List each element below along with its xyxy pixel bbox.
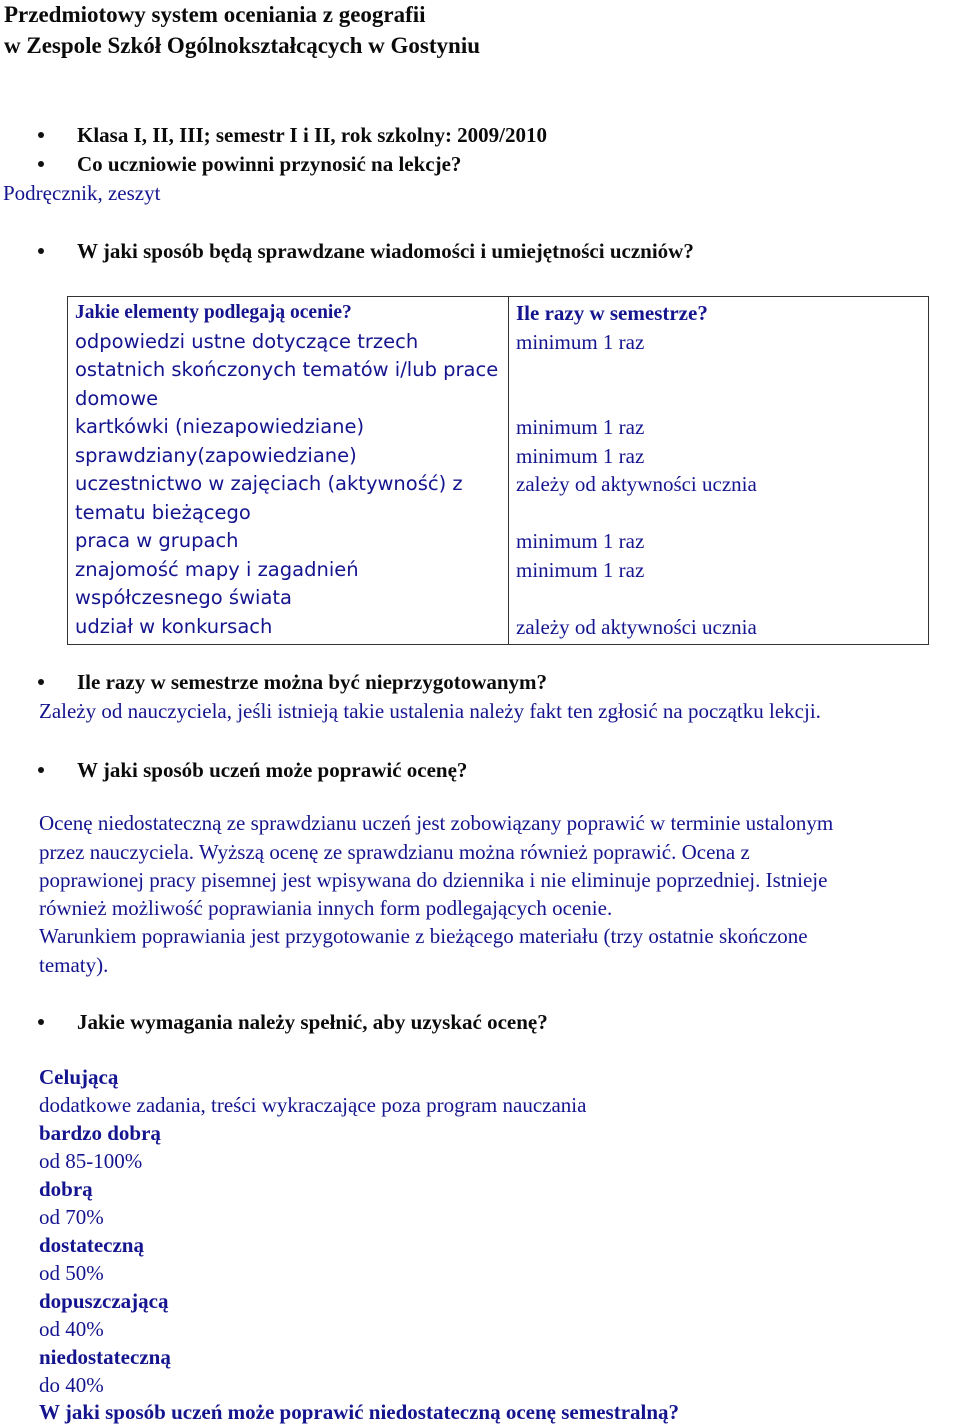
table-line: udział w konkursach: [75, 614, 273, 638]
table-line: odpowiedzi ustne dotyczące trzech: [75, 329, 419, 353]
bullet-text: Ile razy w semestrze można być nieprzygotowanym?: [77, 670, 548, 694]
improve-text-line: również możliwość poprawiania innych form podlegających ocenie.: [39, 896, 613, 920]
table-line: tematu bieżącego: [75, 500, 251, 524]
table-line: [516, 499, 921, 528]
table-line: minimum 1 raz: [516, 557, 645, 582]
table-header-elements: Jakie elementy podlegają ocenie?: [75, 302, 352, 323]
grade-requirement: od 70%: [39, 1205, 104, 1229]
table-line: praca w grupach: [75, 529, 239, 552]
grade-name: dobrą: [39, 1177, 93, 1201]
answer-unprepared: Zależy od nauczyciela, jeśli istnieją takie ustalenia należy fakt ten zgłosić na początku lekcji.: [39, 699, 821, 723]
bullet-how-checked: [38, 237, 694, 265]
improve-text-line: tematy).: [39, 953, 109, 977]
table-line: minimum 1 raz: [516, 329, 645, 354]
grade-requirement: do 40%: [39, 1373, 104, 1397]
bullet-text: Klasa I, II, III; semestr I i II, rok szkolny: 2009/2010: [77, 123, 548, 147]
bullet-requirements: [38, 1008, 548, 1036]
bullet-text: Co uczniowie powinni przynosić na lekcje?: [77, 152, 462, 176]
assessment-table: [67, 296, 929, 645]
bullet-what-to-bring: [38, 150, 461, 178]
answer-what-to-bring: Podręcznik, zeszyt: [3, 181, 161, 205]
grade-name: Celującą: [39, 1065, 119, 1089]
table-cell-elements: [68, 297, 509, 645]
table-cell-frequency: [509, 297, 929, 645]
table-line: zależy od aktywności ucznia: [516, 472, 757, 496]
improve-text-line: poprawionej pracy pisemnej jest wpisywana do dziennika i nie eliminuje poprzedniej. Istnieje: [39, 868, 828, 892]
table-header-frequency: Ile razy w semestrze?: [516, 301, 708, 325]
bullet-dot-icon: [38, 679, 44, 685]
bullet-text: W jaki sposób będą sprawdzane wiadomości i umiejętności uczniów?: [77, 239, 694, 263]
table-line: współczesnego świata: [75, 586, 293, 609]
table-line: [516, 584, 921, 613]
bullet-unprepared: [38, 668, 547, 696]
improve-text-line: Ocenę niedostateczną ze sprawdzianu uczeń jest zobowiązany poprawić w terminie ustalonym: [39, 811, 834, 835]
improve-text-line: Warunkiem poprawiania jest przygotowanie z bieżącego materiału (trzy ostatnie skończone: [39, 924, 808, 948]
grade-name: niedostateczną: [39, 1345, 171, 1369]
page-title-line-2: w Zespole Szkół Ogólnokształcących w Gostyniu: [4, 33, 481, 58]
table-line: kartkówki (niezapowiedziane): [75, 415, 365, 438]
bullet-text: Jakie wymagania należy spełnić, aby uzyskać ocenę?: [77, 1010, 548, 1034]
table-line: domowe: [75, 386, 159, 410]
bullet-dot-icon: [38, 1019, 44, 1025]
table-line: znajomość mapy i zagadnień: [75, 557, 359, 581]
table-row: [68, 297, 929, 645]
table-line: [516, 356, 921, 385]
table-line: [516, 385, 921, 414]
grade-name: bardzo dobrą: [39, 1121, 161, 1145]
bullet-school-year: [38, 121, 547, 149]
grade-requirement: od 85-100%: [39, 1149, 143, 1173]
bullet-dot-icon: [38, 132, 44, 138]
page-title-line-1: Przedmiotowy system oceniania z geografii: [4, 2, 426, 27]
table-line: zależy od aktywności ucznia: [516, 614, 757, 639]
bullet-dot-icon: [38, 767, 44, 773]
table-line: sprawdziany(zapowiedziane): [75, 443, 357, 467]
table-line: minimum 1 raz: [516, 529, 645, 553]
grade-requirement: dodatkowe zadania, treści wykraczające poza program nauczania: [39, 1093, 587, 1117]
table-line: uczestnictwo w zajęciach (aktywność) z: [75, 472, 463, 495]
table-line: ostatnich skończonych tematów i/lub prace: [75, 358, 499, 381]
grade-name: dostateczną: [39, 1233, 144, 1257]
improve-text-line: przez nauczyciela. Wyższą ocenę ze sprawdzianu można również poprawić. Ocena z: [39, 840, 750, 864]
bullet-dot-icon: [38, 161, 44, 167]
bullet-improve-grade: [38, 756, 467, 784]
bullet-dot-icon: [38, 248, 44, 254]
bullet-text: W jaki sposób uczeń może poprawić ocenę?: [77, 758, 468, 782]
final-question: W jaki sposób uczeń może poprawić niedostateczną ocenę semestralną?: [39, 1400, 680, 1424]
grade-requirement: od 40%: [39, 1317, 104, 1341]
grade-requirement: od 50%: [39, 1261, 104, 1285]
grade-name: dopuszczającą: [39, 1289, 169, 1313]
table-line: minimum 1 raz: [516, 415, 645, 439]
table-line: minimum 1 raz: [516, 443, 645, 468]
